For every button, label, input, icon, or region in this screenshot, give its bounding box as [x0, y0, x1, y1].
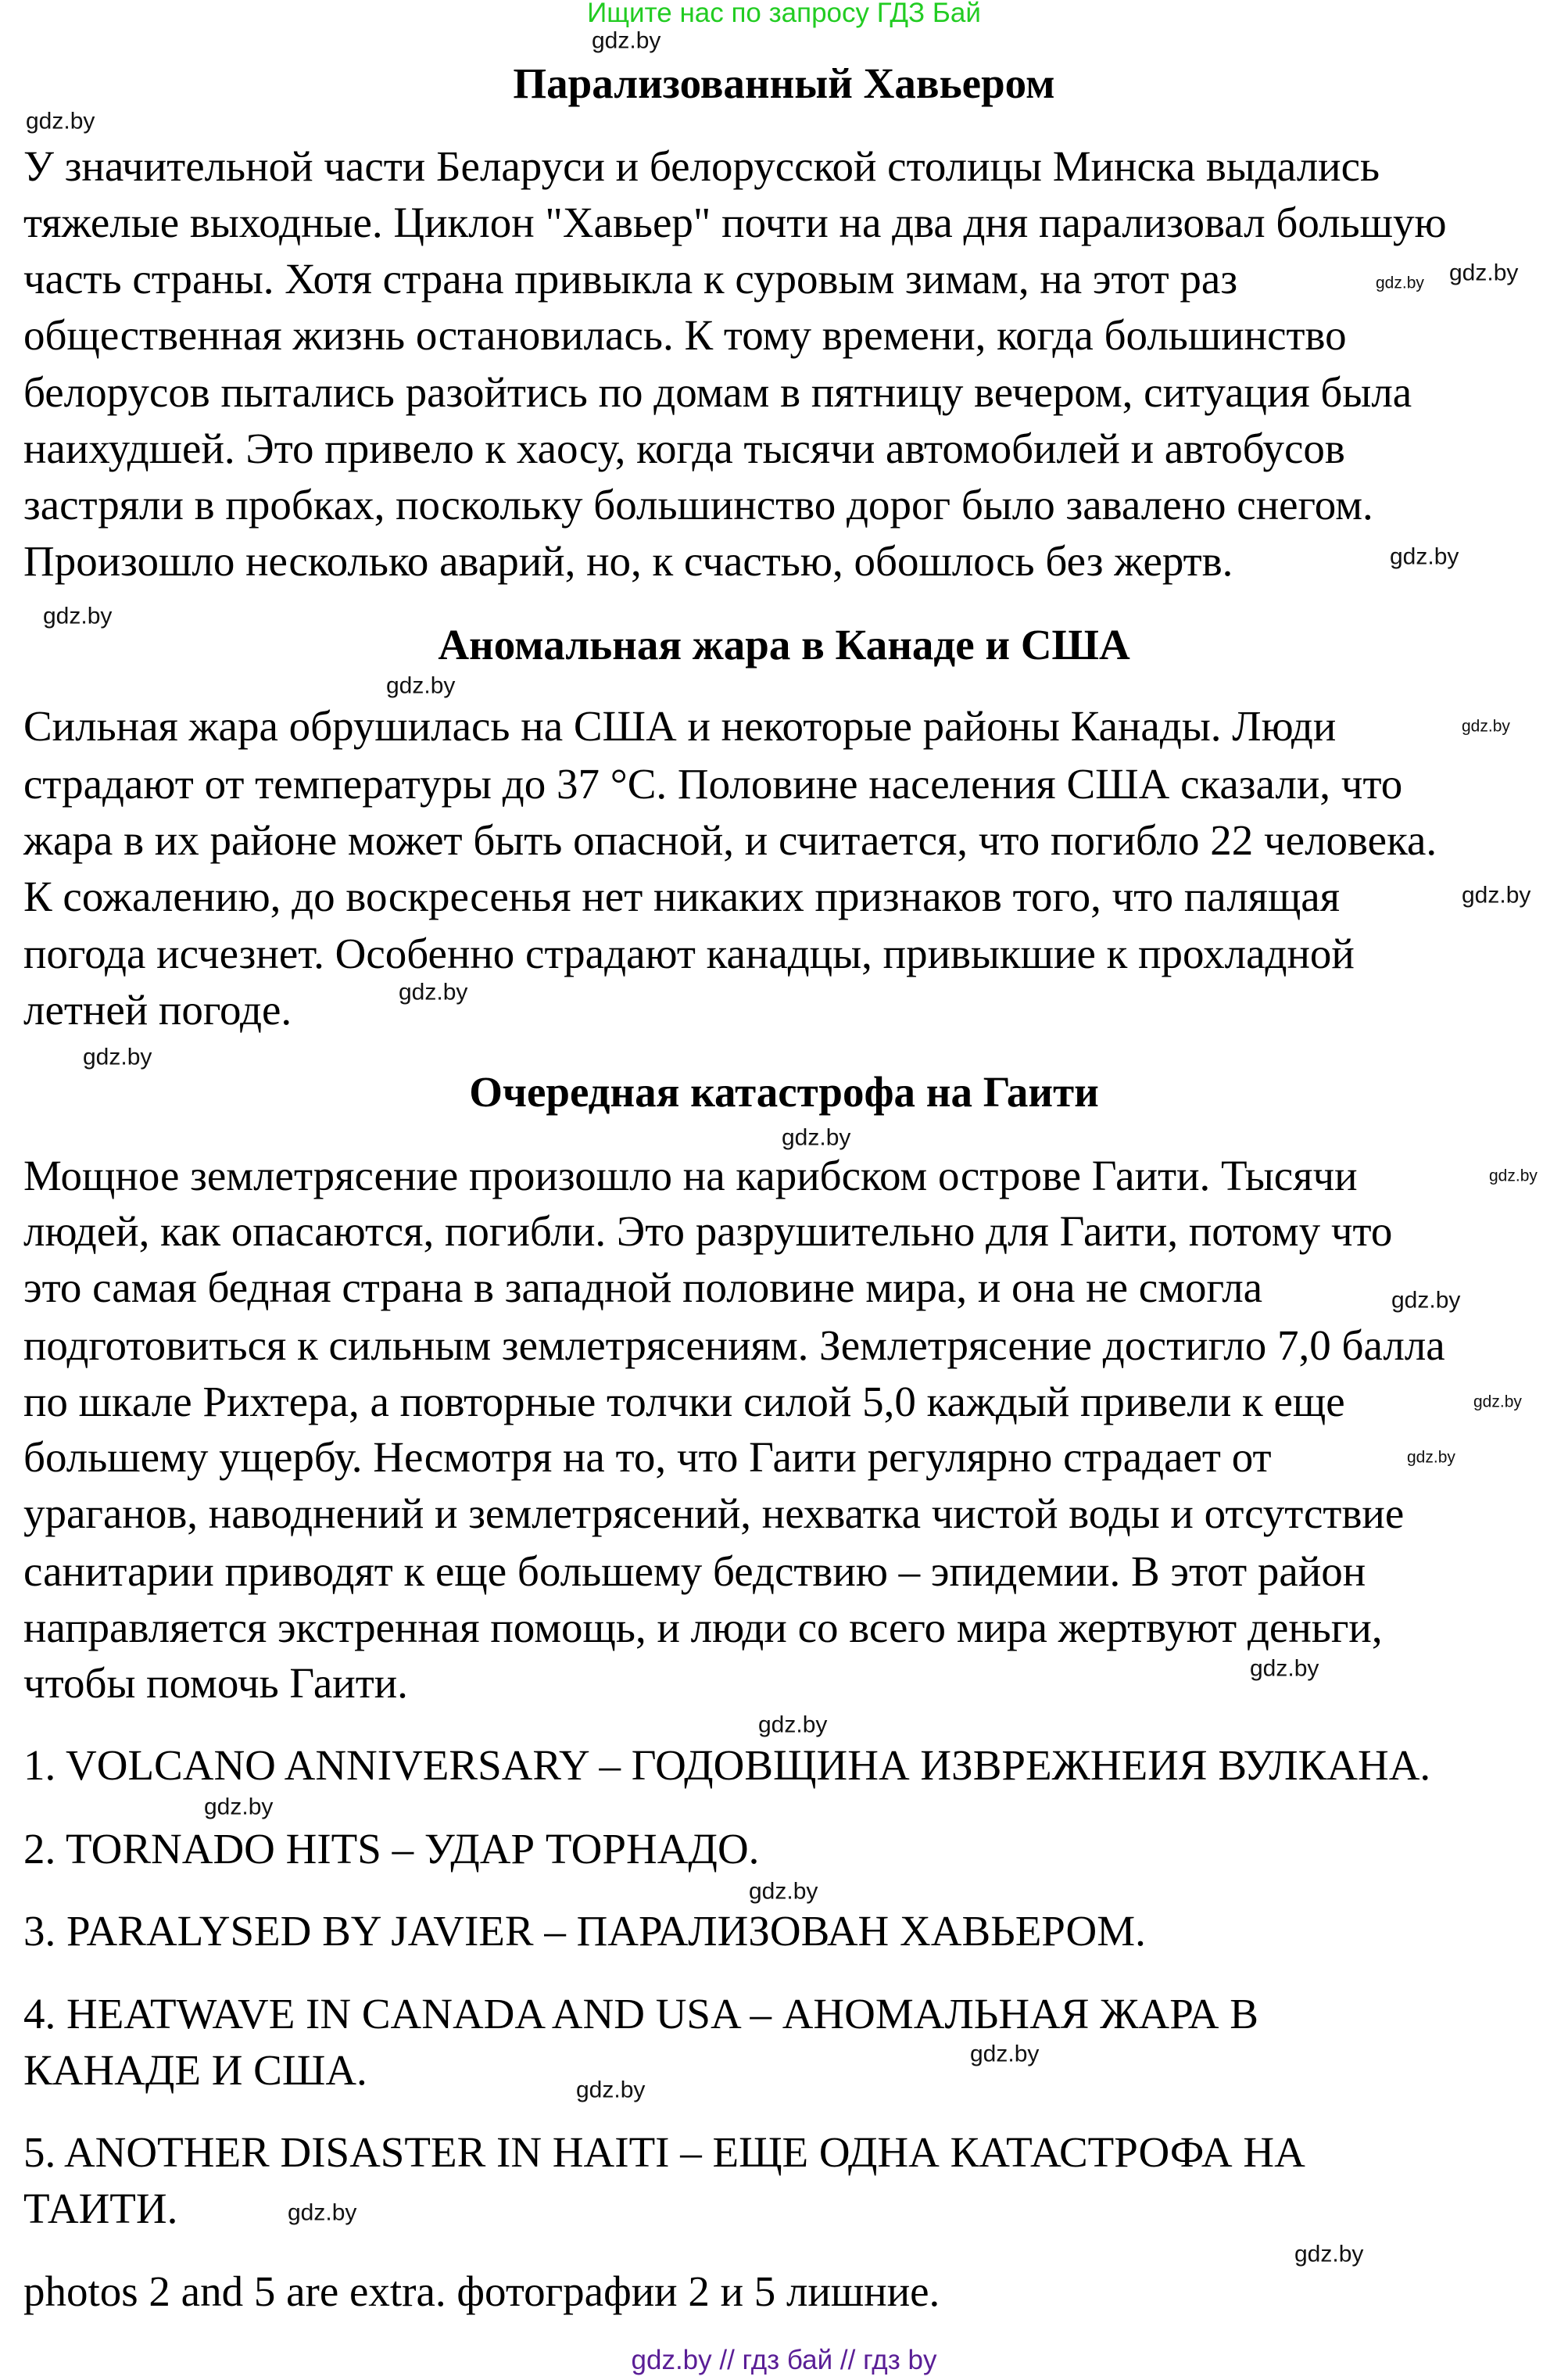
conclusion-text: photos 2 and 5 are extra. фотографии 2 и 5 лишние. [23, 2267, 940, 2315]
paragraph-line: подготовиться к сильным землетрясениям. Землетрясение достигло 7,0 балла [23, 1321, 1445, 1369]
watermark: gdz.by [288, 2199, 357, 2226]
answer-line: 2. TORNADO HITS – УДАР ТОРНАДО. [23, 1824, 760, 1873]
watermark: gdz.by [1391, 1287, 1461, 1314]
paragraph-line: К сожалению, до воскресенья нет никаких признаков того, что палящая [23, 872, 1340, 920]
paragraph-line: общественная жизнь остановилась. К тому времени, когда большинство [23, 310, 1347, 359]
watermark: gdz.by [592, 27, 661, 54]
promo-banner: Ищите нас по запросу ГДЗ Бай [587, 0, 981, 28]
paragraph-line: Мощное землетрясение произошло на карибском острове Гаити. Тысячи [23, 1151, 1358, 1199]
watermark: gdz.by [782, 1124, 851, 1151]
footer-links[interactable]: gdz.by // гдз бай // гдз by [631, 2344, 937, 2375]
watermark: gdz.by [386, 672, 456, 699]
answer-line: ТАИТИ. [23, 2184, 178, 2232]
watermark: gdz.by [1390, 543, 1459, 570]
section-title: Парализованный Хавьером [513, 59, 1055, 107]
paragraph-line: Сильная жара обрушилась на США и некоторые районы Канады. Люди [23, 701, 1337, 750]
paragraph-line: часть страны. Хотя страна привыкла к суровым зимам, на этот раз [23, 254, 1238, 303]
watermark: gdz.by [399, 979, 468, 1005]
watermark: gdz.by [1489, 1167, 1538, 1185]
watermark: gdz.by [1473, 1393, 1522, 1411]
paragraph-line: застряли в пробках, поскольку большинство дорог было завалено снегом. [23, 480, 1373, 529]
paragraph-line: жара в их районе может быть опасной, и считается, что погибло 22 человека. [23, 815, 1437, 864]
watermark: gdz.by [1376, 274, 1424, 292]
section-title: Аномальная жара в Канаде и США [438, 620, 1130, 668]
watermark: gdz.by [1250, 1655, 1319, 1682]
paragraph-line: это самая бедная страна в западной половине мира, и она не смогла [23, 1263, 1263, 1311]
watermark: gdz.by [26, 108, 95, 134]
paragraph-line: направляется экстренная помощь, и люди со всего мира жертвуют деньги, [23, 1603, 1383, 1651]
paragraph-line: страдают от температуры до 37 °C. Половине населения США сказали, что [23, 759, 1403, 808]
paragraph-line: ураганов, наводнений и землетрясений, нехватка чистой воды и отсутствие [23, 1489, 1405, 1537]
watermark: gdz.by [1294, 2241, 1364, 2267]
paragraph-line: летней погоде. [23, 985, 292, 1034]
paragraph-line: У значительной части Беларуси и белорусской столицы Минска выдались [23, 142, 1380, 190]
paragraph-line: большему ущербу. Несмотря на то, что Гаити регулярно страдает от [23, 1432, 1272, 1481]
watermark: gdz.by [1449, 260, 1519, 286]
paragraph-line: тяжелые выходные. Циклон "Хавьер" почти на два дня парализовал большую [23, 198, 1447, 246]
answer-line: 3. PARALYSED BY JAVIER – ПАРАЛИЗОВАН ХАВЬЕРОМ. [23, 1906, 1146, 1955]
paragraph-line: по шкале Рихтера, а повторные толчки силой 5,0 каждый привели к еще [23, 1377, 1345, 1425]
watermark: gdz.by [1462, 717, 1510, 736]
answer-line: 4. HEATWAVE IN CANADA AND USA – АНОМАЛЬНАЯ ЖАРА В [23, 1989, 1258, 2038]
watermark: gdz.by [970, 2041, 1040, 2067]
watermark: gdz.by [204, 1794, 274, 1820]
watermark: gdz.by [43, 603, 113, 629]
paragraph-line: Произошло несколько аварий, но, к счастью, обошлось без жертв. [23, 536, 1233, 585]
paragraph-line: чтобы помочь Гаити. [23, 1658, 408, 1707]
section-title: Очередная катастрофа на Гаити [469, 1067, 1099, 1116]
paragraph-line: людей, как опасаются, погибли. Это разрушительно для Гаити, потому что [23, 1206, 1393, 1255]
answer-line: 5. ANOTHER DISASTER IN HAITI – ЕЩЕ ОДНА КАТАСТРОФА НА [23, 2127, 1305, 2176]
paragraph-line: наихудшей. Это привело к хаосу, когда тысячи автомобилей и автобусов [23, 424, 1345, 472]
watermark: gdz.by [749, 1878, 818, 1905]
paragraph-line: белорусов пытались разойтись по домам в пятницу вечером, ситуация была [23, 367, 1412, 416]
answer-line: КАНАДЕ И США. [23, 2045, 367, 2094]
watermark: gdz.by [1462, 882, 1531, 909]
paragraph-line: санитарии приводят к еще большему бедствию – эпидемии. В этот район [23, 1547, 1366, 1595]
watermark: gdz.by [83, 1044, 152, 1070]
watermark: gdz.by [576, 2077, 646, 2103]
watermark: gdz.by [758, 1712, 828, 1738]
watermark: gdz.by [1407, 1448, 1455, 1467]
answer-line: 1. VOLCANO ANNIVERSARY – ГОДОВЩИНА ИЗВРЕЖНЕИЯ ВУЛКАНА. [23, 1740, 1431, 1789]
paragraph-line: погода исчезнет. Особенно страдают канадцы, привыкшие к прохладной [23, 929, 1355, 977]
